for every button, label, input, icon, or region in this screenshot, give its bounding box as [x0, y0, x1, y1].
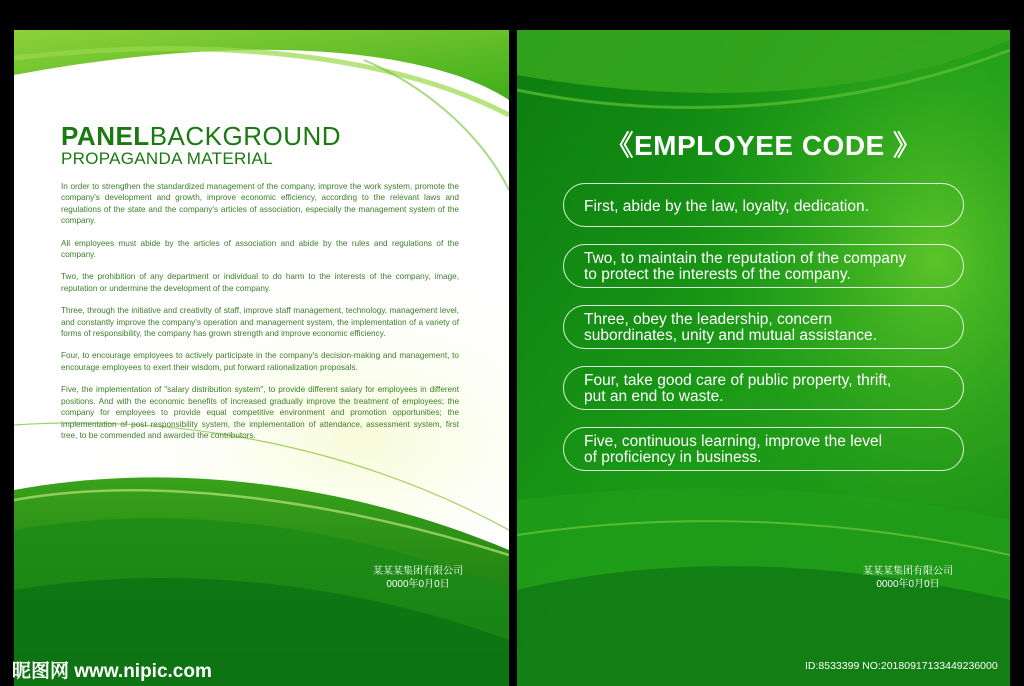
rule-item [563, 427, 964, 471]
company-name: 某某某集团有限公司 [373, 566, 463, 577]
date-text: 0000年0月0日 [386, 579, 450, 590]
date-text: 0000年0月0日 [876, 579, 940, 590]
rule-line: Two, to maintain the reputation of the company [584, 250, 907, 267]
rule-line: of proficiency in business. [584, 449, 762, 466]
rule-item [563, 183, 964, 227]
rule-item [563, 305, 964, 349]
rule-text [584, 373, 949, 405]
panel-title [61, 122, 459, 150]
watermark-id: ID:8533399 NO:20180917133449236000 [805, 660, 998, 672]
rule-item [563, 244, 964, 288]
rule-line: Three, obey the leadership, concern [584, 311, 833, 328]
left-panel [14, 30, 509, 686]
rule-item [563, 366, 964, 410]
company-name: 某某某集团有限公司 [863, 566, 953, 577]
rule-line: Five, continuous learning, improve the level [584, 433, 883, 450]
paragraph: Two, the prohibition of any department or individual to do harm to the interests of the company, image, reputation or undermine the development of the company. [61, 272, 459, 293]
rule-text [584, 312, 949, 344]
paragraph-list [61, 181, 459, 441]
rule-text [584, 434, 949, 466]
paragraph: Four, to encourage employees to actively participate in the company's decision-making and management, to encourage employees to exert their wisdom, put forward rationalization proposals. [61, 351, 459, 372]
employee-code-title: 《EMPLOYEE CODE 》 [605, 130, 922, 161]
left-content [61, 122, 459, 452]
paragraph: In order to strengthen the standardized management of the company, improve the work system, promote the company's development and growth, improve economic efficiency, according to the relevant laws and regulations of the state and the company's articles of association, especially the management system of the company. [61, 182, 459, 226]
paragraph: All employees must abide by the articles of association and abide by the rules and regulations of the company. [61, 238, 459, 260]
rule-line: First, abide by the law, loyalty, dedication. [584, 198, 869, 215]
right-footer [853, 565, 963, 591]
rule-line: put an end to waste. [584, 388, 724, 405]
panel-subtitle: PROPAGANDA MATERIAL [61, 149, 273, 168]
rule-line: subordinates, unity and mutual assistance. [584, 327, 877, 344]
panel-title-bold: PANEL [61, 121, 150, 151]
rule-text [584, 251, 949, 283]
paragraph: Five, the implementation of "salary distribution system", to provide different salary for employees in different positions. And with the economic benefits of increased gradually improve the treatment of employees; the company for employees to provide equal competitive environment and promotion opportunities; the implementation of post responsibility system, the implementation of attendance, assessment system, first tree, to be commended and awarded the contributors. [61, 385, 459, 440]
left-footer [368, 565, 468, 591]
watermark-logo: 昵图网 www.nipic.com [12, 661, 212, 682]
rule-line: to protect the interests of the company. [584, 266, 851, 283]
right-panel [517, 30, 1010, 686]
panel-title-rest: BACKGROUND [149, 121, 342, 151]
rule-text [584, 199, 949, 215]
rule-line: Four, take good care of public property, thrift, [584, 372, 892, 389]
paragraph: Three, through the initiative and creativity of staff, improve staff management, technology, management level, and constantly improve the company's operation and management system, the implementation of a variety of forms of responsibility, the company has grown strength and improve economic efficiency. [61, 306, 459, 339]
